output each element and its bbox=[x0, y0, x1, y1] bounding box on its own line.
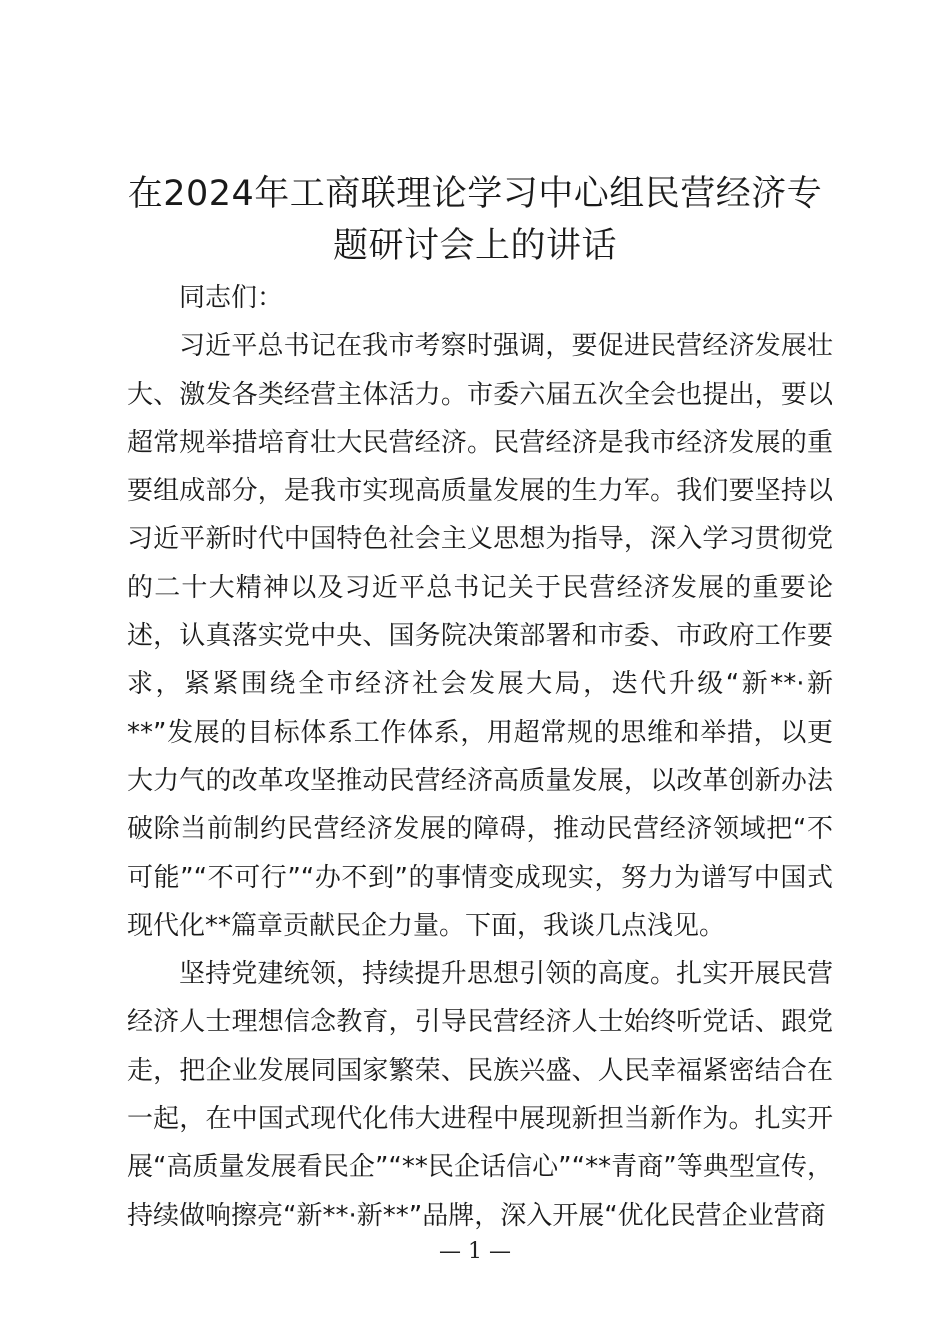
salutation: 同志们： bbox=[179, 283, 284, 313]
document-body bbox=[127, 274, 833, 1240]
paragraph-2: 坚持党建统领，持续提升思想引领的高度。扎实开展民营经济人士理想信念教育，引导民营经济人士始终听党话、跟党走，把企业发展同国家繁荣、民族兴盛、人民幸福紧密结合在一起，在中国式现代化伟大进程中展现新担当新作为。扎实开展“高质量发展看民企”“**民企话信心”“**青商”等典型宣传，持续做响擦亮“新**·新**”品牌，深入开展“优化民营企业营商 bbox=[127, 959, 833, 1231]
page-number: — 1 — bbox=[439, 1239, 511, 1264]
paragraph-1: 习近平总书记在我市考察时强调，要促进民营经济发展壮大、激发各类经营主体活力。市委六届五次全会也提出，要以超常规举措培育壮大民营经济。民营经济是我市经济发展的重要组成部分，是我市实现高质量发展的生力军。我们要坚持以习近平新时代中国特色社会主义思想为指导，深入学习贯彻党的二十大精神以及习近平总书记关于民营经济发展的重要论述，认真落实党中央、国务院决策部署和市委、市政府工作要求，紧紧围绕全市经济社会发展大局，迭代升级“新**·新**”发展的目标体系工作体系，用超常规的思维和举措，以更大力气的改革攻坚推动民营经济高质量发展，以改革创新办法破除当前制约民营经济发展的障碍，推动民营经济领域把“不可能”“不可行”“办不到”的事情变成现实，努力为谱写中国式现代化**篇章贡献民企力量。下面，我谈几点浅见。 bbox=[127, 331, 833, 941]
document-title: 在2024年工商联理论学习中心组民营经济专题研讨会上的讲话 bbox=[127, 174, 823, 266]
